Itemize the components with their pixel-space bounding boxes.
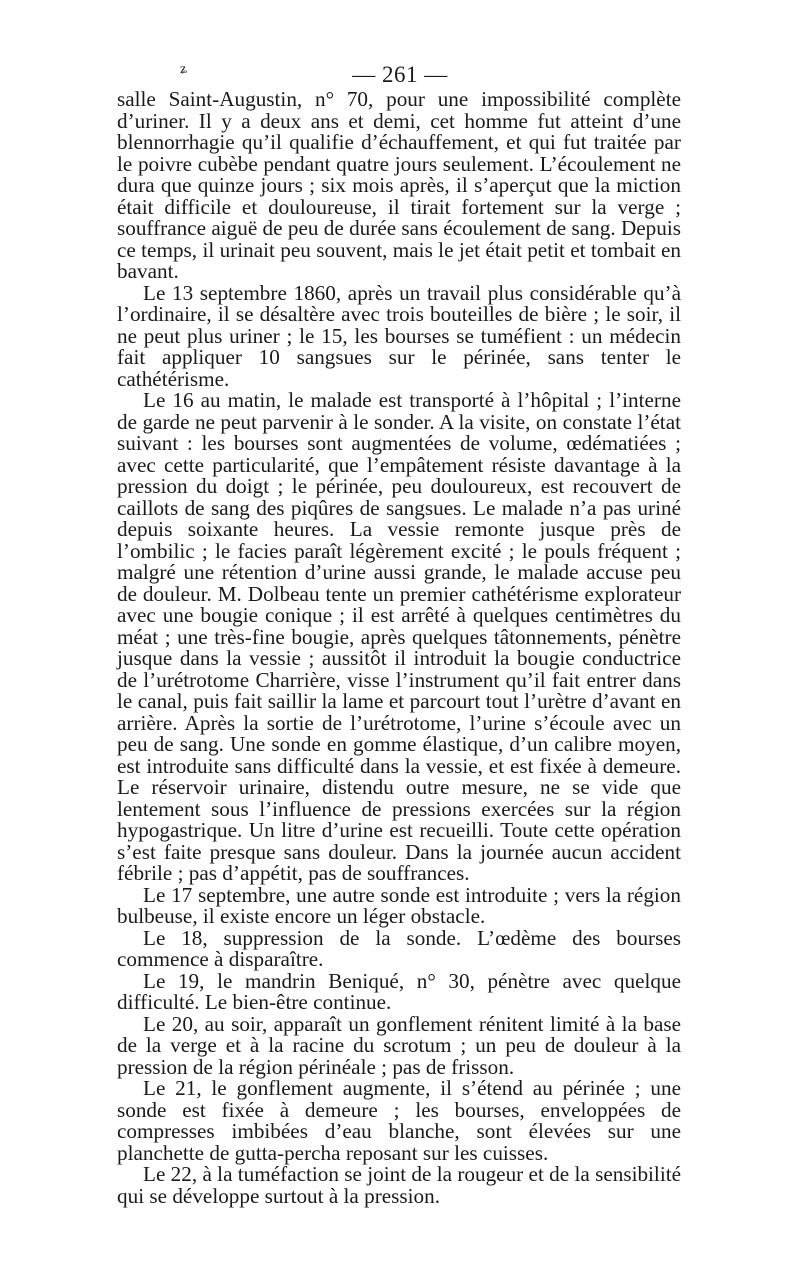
paragraph: Le 20, au soir, apparaît un gonflement rénitent limité à la base de la verge et à la racine du scrotum ; un peu de douleur à la pression de la région périnéale ; pas de frisson.: [117, 1011, 681, 1079]
paragraph: Le 17 septembre, une autre sonde est introduite ; vers la région bulbeuse, il existe encore un léger obstacle.: [117, 882, 681, 928]
page-body: [117, 89, 681, 1207]
printer-mark: ʑ: [180, 62, 188, 77]
page-number: — 261 —: [352, 62, 448, 87]
paragraph: Le 18, suppression de la sonde. L’œdème des bourses commence à disparaître.: [117, 925, 681, 971]
paragraph: Le 16 au matin, le malade est transporté à l’hôpital ; l’interne de garde ne peut parvenir à le sonder. A la visite, on constate l’état suivant : les bourses sont augmentées de volume, œdématiées ; avec cette particularité, que l’empâtement résiste davantage à la pression du doigt ; le périnée, peu douloureux, est recouvert de caillots de sang des piqûres de sangsues. Le malade n’a pas uriné depuis soixante heures. La vessie remonte jusque près de l’ombilic ; le facies paraît légèrement excité ; le pouls fréquent ; malgré une rétention d’urine aussi grande, le malade accuse peu de douleur. M. Dolbeau tente un premier cathétérisme explorateur avec une bougie conique ; il est arrêté à quelques centimètres du méat ; une très-fine bougie, après quelques tâtonnements, pénètre jusque dans la vessie ; aussitôt il introduit la bougie conductrice de l’urétrotome Charrière, visse l’instrument qu’il fait entrer dans le canal, puis fait saillir la lame et parcourt tout l’urètre d’avant en arrière. Après la sortie de l’urétrotome, l’urine s’écoule avec un peu de sang. Une sonde en gomme élastique, d’un calibre moyen, est introduite sans difficulté dans la vessie, et est fixée à demeure. Le réservoir urinaire, distendu outre mesure, ne se vide que lentement sous l’influence de pressions exercées sur la région hypogastrique. Un litre d’urine est recueilli. Toute cette opération s’est faite presque sans douleur. Dans la journée aucun accident fébrile ; pas d’appétit, pas de souffrances.: [117, 388, 681, 885]
paragraph: Le 21, le gonflement augmente, il s’étend au périnée ; une sonde est fixée à demeure ; les bourses, enveloppées de compresses imbibées d’eau blanche, sont élevées sur une planchette de gutta-percha reposant sur les cuisses.: [117, 1076, 681, 1165]
paragraph: Le 13 septembre 1860, après un travail plus considérable qu’à l’ordinaire, il se désaltère avec trois bouteilles de bière ; le soir, il ne peut plus uriner ; le 15, les bourses se tuméfient : un médecin fait appliquer 10 sangsues sur le périnée, sans tenter le cathétérisme.: [117, 280, 681, 391]
paragraph: Le 19, le mandrin Beniqué, n° 30, pénètre avec quelque difficulté. Le bien-être continue.: [117, 968, 681, 1014]
paragraph: salle Saint-Augustin, n° 70, pour une impossibilité complète d’uriner. Il y a deux ans et demi, cet homme fut atteint d’une blennorrhagie qu’il qualifie d’échauffement, et qui fut traitée par le poivre cubèbe pendant quatre jours seulement. L’écoulement ne dura que quinze jours ; six mois après, il s’aperçut que la miction était difficile et douloureuse, il tirait fortement sur la verge ; souffrance aiguë de peu de durée sans écoulement de sang. Depuis ce temps, il urinait peu souvent, mais le jet était petit et tombait en bavant.: [117, 87, 681, 283]
paragraph: Le 22, à la tuméfaction se joint de la rougeur et de la sensibilité qui se développe surtout à la pression.: [117, 1162, 681, 1208]
